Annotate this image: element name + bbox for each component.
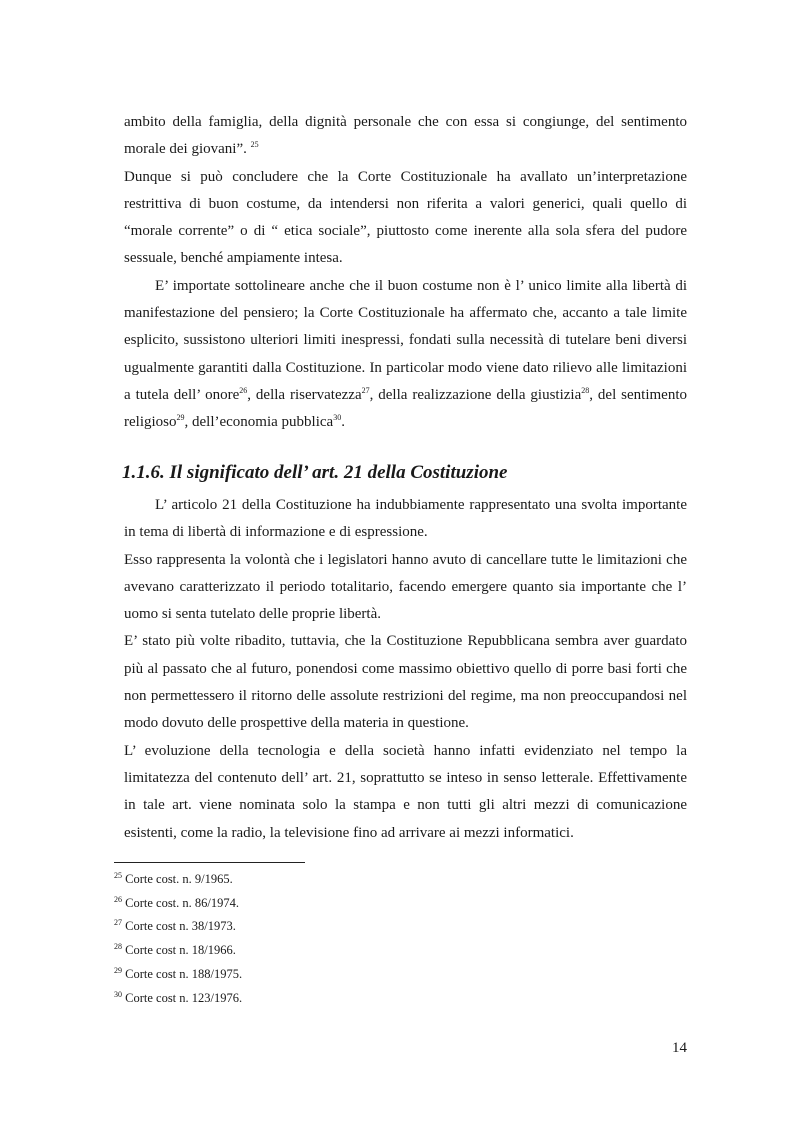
page-number: 14 [672, 1040, 687, 1056]
paragraph-text: , dell’economia pubblica [184, 414, 334, 431]
footnote [114, 915, 674, 939]
section-heading: 1.1.6. Il significato dell’ art. 21 della Costituzione [122, 462, 508, 483]
footnote-number: 30 [114, 989, 122, 999]
footnote [114, 963, 674, 987]
footnote-reference: 28 [581, 385, 590, 395]
footnote-number: 26 [114, 894, 122, 904]
paragraph-text: , della realizzazione della giustizia [369, 386, 582, 403]
footnotes [114, 868, 674, 1010]
footnote-number: 27 [114, 918, 122, 928]
paragraph-text: L’ evoluzione della tecnologia e della società hanno infatti evidenziato nel tempo la limitatezza del contenuto dell’ art. 21, soprattutto se inteso in senso letterale. Effettivamente in tale art. viene nominata solo la stampa e non tutti gli altri mezzi di comunicazione esistenti, come la radio, la televisione fino ad arrivare ai mezzi informatici. [124, 742, 687, 841]
footnote-reference: 26 [239, 385, 248, 395]
footnote-reference: 30 [333, 413, 342, 423]
paragraph [124, 164, 687, 273]
paragraph-text: , del sentimento religioso [124, 386, 687, 431]
paragraph-text: Esso rappresenta la volontà che i legislatori hanno avuto di cancellare tutte le limitazioni che avevano caratterizzato il periodo totalitario, facendo emergere quanto sia importante che l’ uomo si senta tutelato delle proprie libertà. [124, 551, 687, 623]
section-text-block [124, 492, 687, 847]
footnote-text: Corte cost n. 123/1976. [122, 990, 243, 1005]
footnote-number: 28 [114, 941, 122, 951]
footnote-text: Corte cost. n. 9/1965. [122, 872, 233, 886]
footnote-number: 25 [114, 870, 122, 880]
footnote-reference: 25 [250, 140, 259, 150]
intro-text-block [124, 109, 687, 437]
footnote-reference: 27 [361, 385, 370, 395]
paragraph-text: , della riservatezza [247, 386, 362, 403]
footnote [114, 987, 674, 1011]
footnote [114, 939, 674, 963]
footnote-reference: 29 [176, 413, 185, 423]
paragraph [124, 492, 687, 547]
paragraph-text: E’ stato più volte ribadito, tuttavia, che la Costituzione Repubblicana sembra aver guardato più al passato che al futuro, ponendosi come massimo obiettivo quello di porre basi forti che non permettessero il ritorno delle assolute restrizioni del regime, ma non preoccupandosi nel modo dovuto delle prospettive della materia in questione. [124, 633, 687, 732]
footnote-text: Corte cost n. 188/1975. [122, 966, 243, 981]
paragraph-text: . [341, 414, 345, 431]
footnote [114, 868, 674, 892]
paragraph-text: L’ articolo 21 della Costituzione ha indubbiamente rappresentato una svolta importante in tema di libertà di informazione e di espressione. [124, 497, 687, 541]
paragraph [124, 273, 687, 437]
paragraph [124, 109, 687, 164]
footnote-text: Corte cost n. 38/1973. [122, 919, 236, 934]
footnote [114, 892, 674, 916]
paragraph [124, 547, 687, 629]
footnote-separator [114, 862, 305, 863]
paragraph-text: ambito della famiglia, della dignità personale che con essa si congiunge, del sentimento morale dei giovani”. [124, 114, 687, 158]
paragraph-text: Dunque si può concludere che la Corte Costituzionale ha avallato un’interpretazione restrittiva di buon costume, da intendersi non riferita a valori generici, quali quello di “morale corrente” o di “ etica sociale”, piuttosto come inerente alla sola sfera del pudore sessuale, benché ampiamente intesa. [124, 168, 687, 267]
paragraph [124, 628, 687, 737]
paragraph-text: E’ importate sottolineare anche che il buon costume non è l’ unico limite alla libertà di manifestazione del pensiero; la Corte Costituzionale ha affermato che, accanto a tale limite esplicito, sussistono ulteriori limiti inespressi, fondati sulla necessità di tutelare beni diversi ugualmente garantiti dalla Costituzione. In particolar modo viene dato rilievo alle limitazioni a tutela dell’ onore [124, 277, 687, 403]
footnote-text: Corte cost n. 18/1966. [122, 943, 236, 958]
paragraph [124, 738, 687, 847]
footnote-number: 29 [114, 965, 122, 975]
footnote-text: Corte cost. n. 86/1974. [122, 895, 240, 910]
